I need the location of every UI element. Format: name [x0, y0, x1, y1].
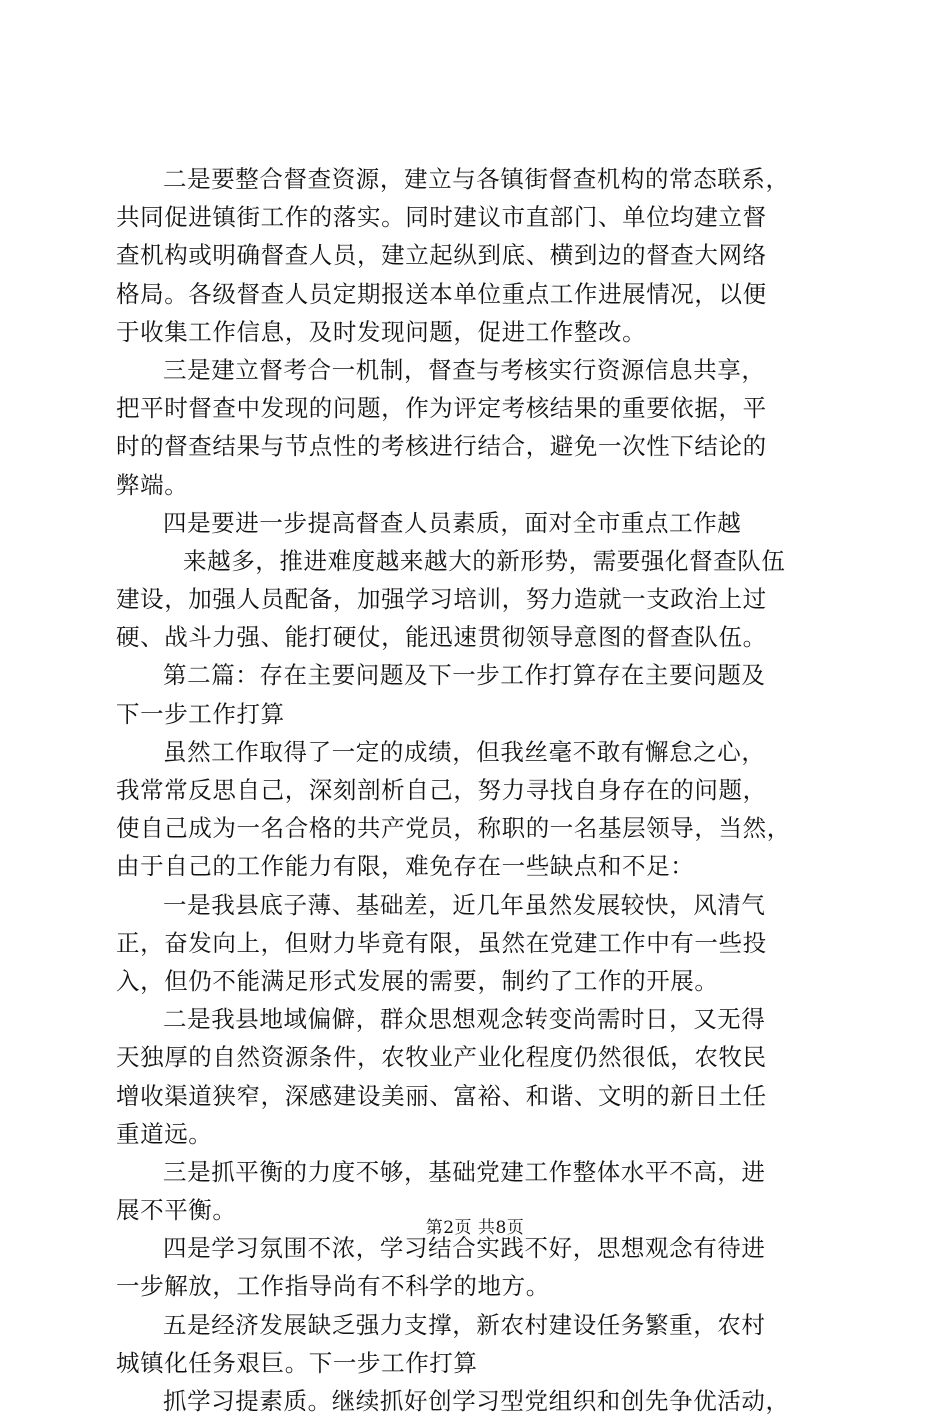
- text-line: 于收集工作信息，及时发现问题，促进工作整改。: [116, 317, 647, 346]
- text-line: 弊端。: [116, 470, 189, 499]
- text-line: 一步解放，工作指导尚有不科学的地方。: [116, 1272, 550, 1301]
- text-line: 抓学习提素质。继续抓好创学习型党组织和创先争优活动，: [163, 1387, 790, 1415]
- text-line: 城镇化任务艰巨。下一步工作打算: [116, 1348, 478, 1377]
- text-line: 五是经济发展缺乏强力支撑，新农村建设任务繁重，农村: [163, 1310, 766, 1339]
- text-line: 我常常反思自己，深刻剖析自己，努力寻找自身存在的问题，: [116, 776, 767, 804]
- text-line: 入，但仍不能满足形式发展的需要，制约了工作的开展。: [116, 966, 719, 995]
- text-line: 四是要进一步提高督查人员素质，面对全市重点工作越: [163, 508, 742, 537]
- text-line: 查机构或明确督查人员，建立起纵到底、横到边的督查大网络: [116, 241, 767, 270]
- text-line: 一是我县底子薄、基础差，近几年虽然发展较快，风清气: [163, 890, 766, 919]
- page-footer: 第2页 共8页: [425, 1218, 525, 1238]
- text-line: 由于自己的工作能力有限，难免存在一些缺点和不足：: [116, 852, 695, 881]
- text-line: 把平时督查中发现的问题，作为评定考核结果的重要依据，平: [116, 394, 767, 423]
- text-line: 展不平衡。: [116, 1196, 237, 1225]
- text-line: 硬、战斗力强、能打硬仗，能迅速贯彻领导意图的督查队伍。: [116, 623, 767, 652]
- text-line: 共同促进镇街工作的落实。同时建议市直部门、单位均建立督: [116, 203, 767, 232]
- text-line: 使自己成为一名合格的共产党员，称职的一名基层领导，当然，: [116, 814, 791, 843]
- text-line: 增收渠道狭窄，深感建设美丽、富裕、和谐、文明的新日土任: [116, 1081, 767, 1110]
- text-line: 时的督查结果与节点性的考核进行结合，避免一次性下结论的: [116, 432, 767, 461]
- text-line: 建设，加强人员配备，加强学习培训，努力造就一支政治上过: [116, 585, 767, 614]
- text-line: 二是我县地域偏僻，群众思想观念转变尚需时日，又无得: [163, 1005, 766, 1034]
- text-line: 天独厚的自然资源条件，农牧业产业化程度仍然很低，农牧民: [116, 1043, 767, 1072]
- text-line: 正，奋发向上，但财力毕竟有限，虽然在党建工作中有一些投: [116, 928, 767, 957]
- text-line: 下一步工作打算: [116, 699, 285, 728]
- text-line: 来越多，推进难度越来越大的新形势，需要强化督查队伍: [183, 546, 786, 575]
- text-line: 虽然工作取得了一定的成绩，但我丝毫不敢有懈怠之心，: [163, 737, 766, 766]
- text-line: 格局。各级督查人员定期报送本单位重点工作进展情况，以便: [116, 279, 767, 308]
- text-line: 四是学习氛围不浓，学习结合实践不好，思想观念有待进: [163, 1234, 766, 1263]
- text-line: 二是要整合督查资源，建立与各镇街督查机构的常态联系，: [163, 165, 790, 193]
- text-line: 第二篇：存在主要问题及下一步工作打算存在主要问题及: [163, 661, 766, 690]
- text-line: 重道远。: [116, 1119, 213, 1148]
- text-line: 三是抓平衡的力度不够，基础党建工作整体水平不高，进: [163, 1157, 766, 1186]
- text-line: 三是建立督考合一机制，督查与考核实行资源信息共享，: [163, 355, 766, 384]
